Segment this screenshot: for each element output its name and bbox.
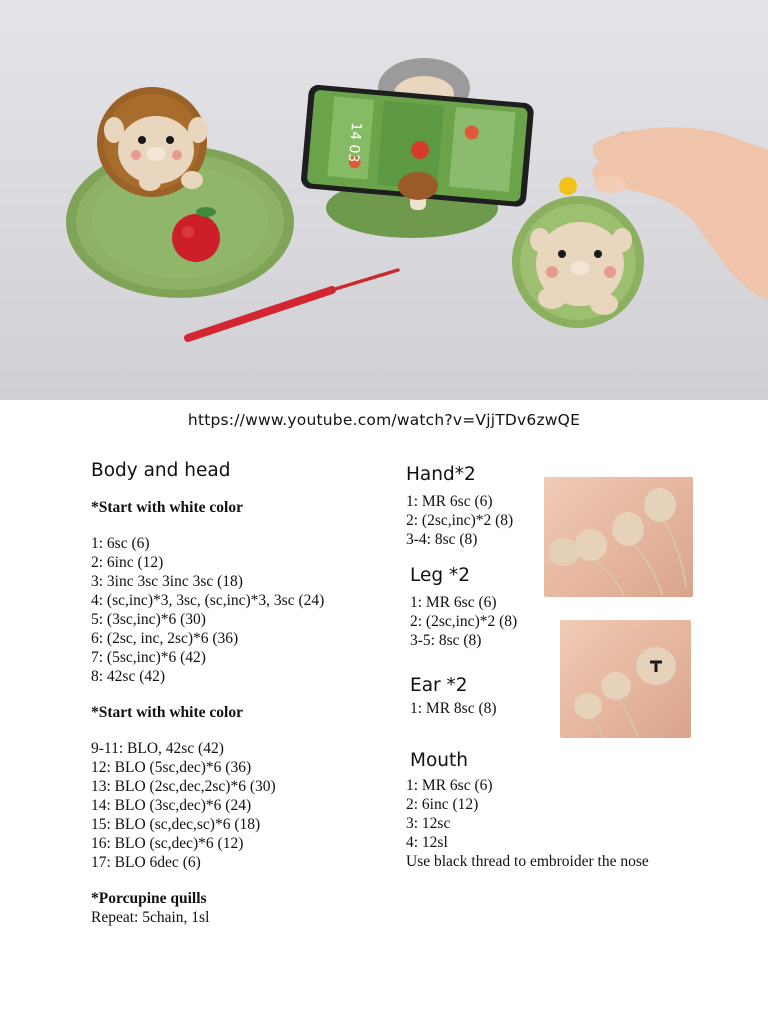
instruction-row: 13: BLO (2sc,dec,2sc)*6 (30) <box>91 778 276 795</box>
instruction-row: 2: (2sc,inc)*2 (8) <box>406 512 514 529</box>
hand-section <box>406 492 513 549</box>
instruction-row: 15: BLO (sc,dec,sc)*6 (18) <box>91 816 261 833</box>
quills-title: *Porcupine quills <box>91 890 207 907</box>
instruction-row: 2: (2sc,inc)*2 (8) <box>410 613 518 630</box>
quills-text: Repeat: 5chain, 1sl <box>91 909 210 926</box>
ear-section <box>410 699 497 718</box>
instruction-row: 7: (5sc,inc)*6 (42) <box>91 649 206 666</box>
start-note-1: *Start with white color <box>91 499 243 516</box>
instruction-row: 1: MR 6sc (6) <box>406 493 493 510</box>
instruction-row: 5: (3sc,inc)*6 (30) <box>91 611 206 628</box>
ears-photo <box>560 620 691 738</box>
brown-hedgehog <box>97 87 208 197</box>
instruction-row: 3-5: 8sc (8) <box>410 632 482 649</box>
mouth-note: Use black thread to embroider the nose <box>406 853 649 870</box>
leg-section <box>410 593 517 650</box>
product-photo <box>0 0 768 400</box>
instruction-row: 3: 12sc <box>406 815 451 832</box>
instruction-row: 12: BLO (5sc,dec)*6 (36) <box>91 759 252 776</box>
instruction-row: 9-11: BLO, 42sc (42) <box>91 740 224 757</box>
instruction-row: 1: MR 6sc (6) <box>406 777 493 794</box>
leg-title: Leg *2 <box>410 565 471 586</box>
hands-photo-illustration <box>544 477 693 597</box>
bell <box>559 177 577 195</box>
instruction-row: 6: (2sc, inc, 2sc)*6 (36) <box>91 630 239 647</box>
instruction-row: 3: 3inc 3sc 3inc 3sc (18) <box>91 573 243 590</box>
instruction-row: 1: 6sc (6) <box>91 535 150 552</box>
instruction-row: 1: MR 8sc (8) <box>410 700 497 717</box>
mouth-title: Mouth <box>410 750 468 771</box>
source-url[interactable]: https://www.youtube.com/watch?v=VjjTDv6zwQE <box>187 411 581 429</box>
green-hedgehog-keychain <box>512 196 644 328</box>
body-head-title: Body and head <box>91 460 231 481</box>
instruction-row: 2: 6inc (12) <box>406 796 479 813</box>
phone-time: 14 03 <box>344 121 365 163</box>
instruction-row: 14: BLO (3sc,dec)*6 (24) <box>91 797 252 814</box>
instruction-row: 8: 42sc (42) <box>91 668 166 685</box>
instruction-row: 4: 12sl <box>406 834 448 851</box>
instruction-row: 3-4: 8sc (8) <box>406 531 478 548</box>
instruction-row: 17: BLO 6dec (6) <box>91 854 201 871</box>
instruction-row: 2: 6inc (12) <box>91 554 164 571</box>
ear-title: Ear *2 <box>410 675 468 696</box>
start-note-2: *Start with white color <box>91 704 243 721</box>
mouth-section <box>406 776 649 871</box>
instruction-row: 16: BLO (sc,dec)*6 (12) <box>91 835 244 852</box>
instruction-row: 4: (sc,inc)*3, 3sc, (sc,inc)*3, 3sc (24) <box>91 592 325 609</box>
ears-photo-illustration <box>560 620 691 738</box>
hand-title: Hand*2 <box>406 464 476 485</box>
product-photo-illustration <box>0 0 768 400</box>
body-head-section <box>91 498 324 927</box>
hands-photo <box>544 477 693 597</box>
instruction-row: 1: MR 6sc (6) <box>410 594 497 611</box>
